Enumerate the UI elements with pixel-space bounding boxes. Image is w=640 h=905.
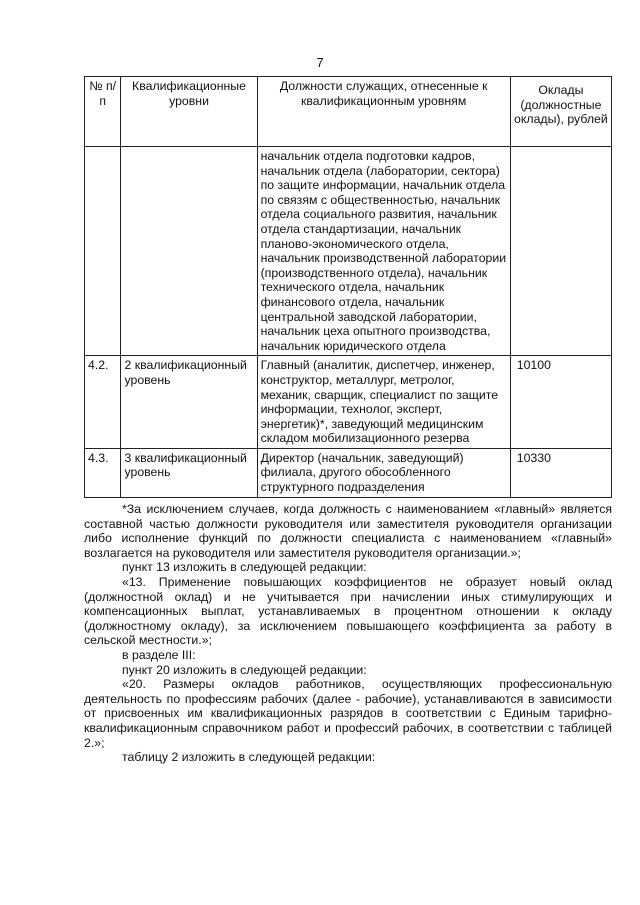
row-positions: Директор (начальник, заведующий) филиала, другого обособленного структурного подразделения bbox=[257, 448, 510, 497]
table-row bbox=[85, 147, 612, 356]
paragraph: в разделе III: bbox=[122, 647, 196, 662]
row-level: 3 квалификационный уровень bbox=[121, 448, 257, 497]
header-salary: Оклады (должностные оклады), рублей bbox=[510, 77, 611, 147]
paragraph: «20. Размеры окладов работников, осуществляющих профессиональную деятельность по профессиям рабочих (далее - рабочие), устанавливаются в зависимости от присвоенных им квалификационных разрядов в соответствии с Единым тарифно-квалификационным справочником работ и профессий рабочих, в соответствии с таблицей 2.»; bbox=[84, 677, 612, 750]
footnote-paragraph: *За исключением случаев, когда должность с наименованием «главный» является составной частью должности руководителя или заместителя руководителя организации либо исполнение функций по должности специалиста с наименованием «главный» возлагается на руководителя или заместителя руководителя организации.»; bbox=[84, 502, 612, 560]
row-num: 4.2. bbox=[85, 356, 121, 449]
continuation-positions: начальник отдела подготовки кадров, начальник отдела (лаборатории, сектора) по защите информации, начальник отдела по связям с общественностью, начальник отдела социального развития, начальник отдела стандартизации, начальник планово-экономического отдела, начальник производственной лаборатории (производственного отдела), начальник технического отдела, начальник финансового отдела, начальник центральной заводской лаборатории, начальник цеха опытного производства, начальник юридического отдела bbox=[257, 147, 510, 356]
header-num: № п/п bbox=[85, 77, 121, 147]
header-positions: Должности служащих, отнесенные к квалификационным уровням bbox=[257, 77, 510, 147]
paragraph: таблицу 2 изложить в следующей редакции: bbox=[122, 750, 376, 765]
row-num: 4.3. bbox=[85, 448, 121, 497]
table-cell bbox=[85, 147, 121, 356]
salary-table bbox=[84, 76, 612, 498]
row-salary: 10100 bbox=[510, 356, 611, 449]
page-number: 7 bbox=[316, 55, 324, 70]
table-cell bbox=[121, 147, 257, 356]
row-positions: Главный (аналитик, диспетчер, инженер, конструктор, металлург, метролог, механик, сварщик, специалист по защите информации, технолог, эксперт, энергетик)*, заведующий медицинским складом мобилизационного резерва bbox=[257, 356, 510, 449]
table-row bbox=[85, 448, 612, 497]
row-level: 2 квалификационный уровень bbox=[121, 356, 257, 449]
header-levels: Квалификационные уровни bbox=[121, 77, 257, 147]
row-salary: 10330 bbox=[510, 448, 611, 497]
paragraph: пункт 13 изложить в следующей редакции: bbox=[122, 560, 367, 575]
paragraph: пункт 20 изложить в следующей редакции: bbox=[122, 662, 367, 677]
table-row bbox=[85, 356, 612, 449]
paragraph: «13. Применение повышающих коэффициентов не образует новый оклад (должностной оклад) и не учитывается при начислении иных стимулирующих и компенсационных выплат, устанавливаемых в процентном отношении к окладу (должностному окладу), за исключением повышающего коэффициента за работу в сельской местности.»; bbox=[84, 574, 612, 648]
body-text bbox=[84, 502, 612, 765]
table-header-row bbox=[85, 77, 612, 147]
table-cell bbox=[510, 147, 611, 356]
